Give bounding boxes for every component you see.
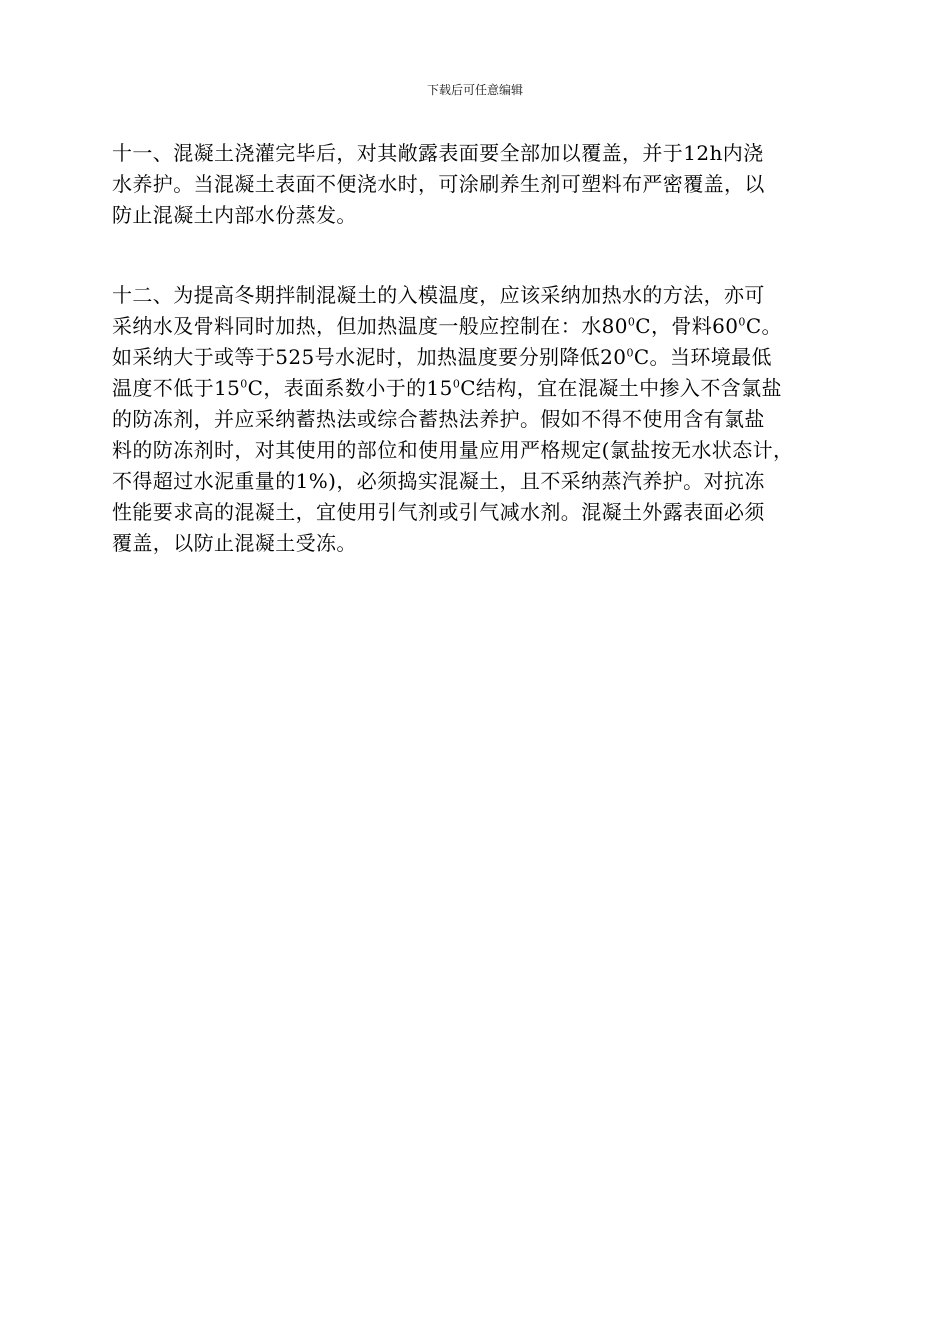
superscript-degree: 0 — [626, 346, 634, 360]
line-segment: 采纳水及骨料同时加热，但加热温度一般应控制在：水80 — [112, 314, 628, 338]
paragraph-twelve — [112, 280, 842, 559]
paragraph-line: 的防冻剂，并应采纳蓄热法或综合蓄热法养护。假如不得不使用含有氯盐 — [112, 407, 765, 431]
paragraph-eleven — [112, 138, 842, 231]
paragraph-line: 十一、混凝土浇灌完毕后，对其敞露表面要全部加以覆盖，并于12h内浇 — [112, 141, 764, 165]
paragraph-line: 防止混凝土内部水份蒸发。 — [112, 203, 357, 227]
paragraph-line — [112, 342, 842, 373]
paragraph-line: 性能要求高的混凝土，宜使用引气剂或引气减水剂。混凝土外露表面必须 — [112, 500, 765, 524]
line-segment: C。当环境最低 — [633, 345, 772, 369]
superscript-degree: 0 — [240, 377, 248, 391]
line-segment: C，表面系数小于的15 — [247, 376, 453, 400]
paragraph-line: 覆盖，以防止混凝土受冻。 — [112, 531, 357, 555]
line-segment: C，骨料60 — [635, 314, 739, 338]
paragraph-line: 料的防冻剂时，对其使用的部位和使用量应用严格规定(氯盐按无水状态计， — [112, 438, 794, 462]
paragraph-line — [112, 311, 842, 342]
superscript-degree: 0 — [627, 315, 636, 329]
paragraph-line — [112, 373, 842, 404]
superscript-degree: 0 — [738, 315, 746, 329]
superscript-degree: 0 — [452, 377, 461, 391]
line-segment: 温度不低于15 — [112, 376, 241, 400]
line-segment: C。 — [745, 314, 782, 338]
paragraph-line: 水养护。当混凝土表面不便浇水时，可涂刷养生剂可塑料布严密覆盖，以 — [112, 172, 765, 196]
paragraph-line: 不得超过水泥重量的1%)，必须捣实混凝土，且不采纳蒸汽养护。对抗冻 — [112, 469, 765, 493]
line-segment: C结构，宜在混凝土中掺入不含氯盐 — [460, 376, 782, 400]
page-header-note: 下载后可任意编辑 — [426, 83, 523, 97]
paragraph-line: 十二、为提高冬期拌制混凝土的入模温度，应该采纳加热水的方法，亦可 — [112, 283, 765, 307]
line-segment: 如采纳大于或等于525号水泥时，加热温度要分别降低20 — [112, 345, 627, 369]
